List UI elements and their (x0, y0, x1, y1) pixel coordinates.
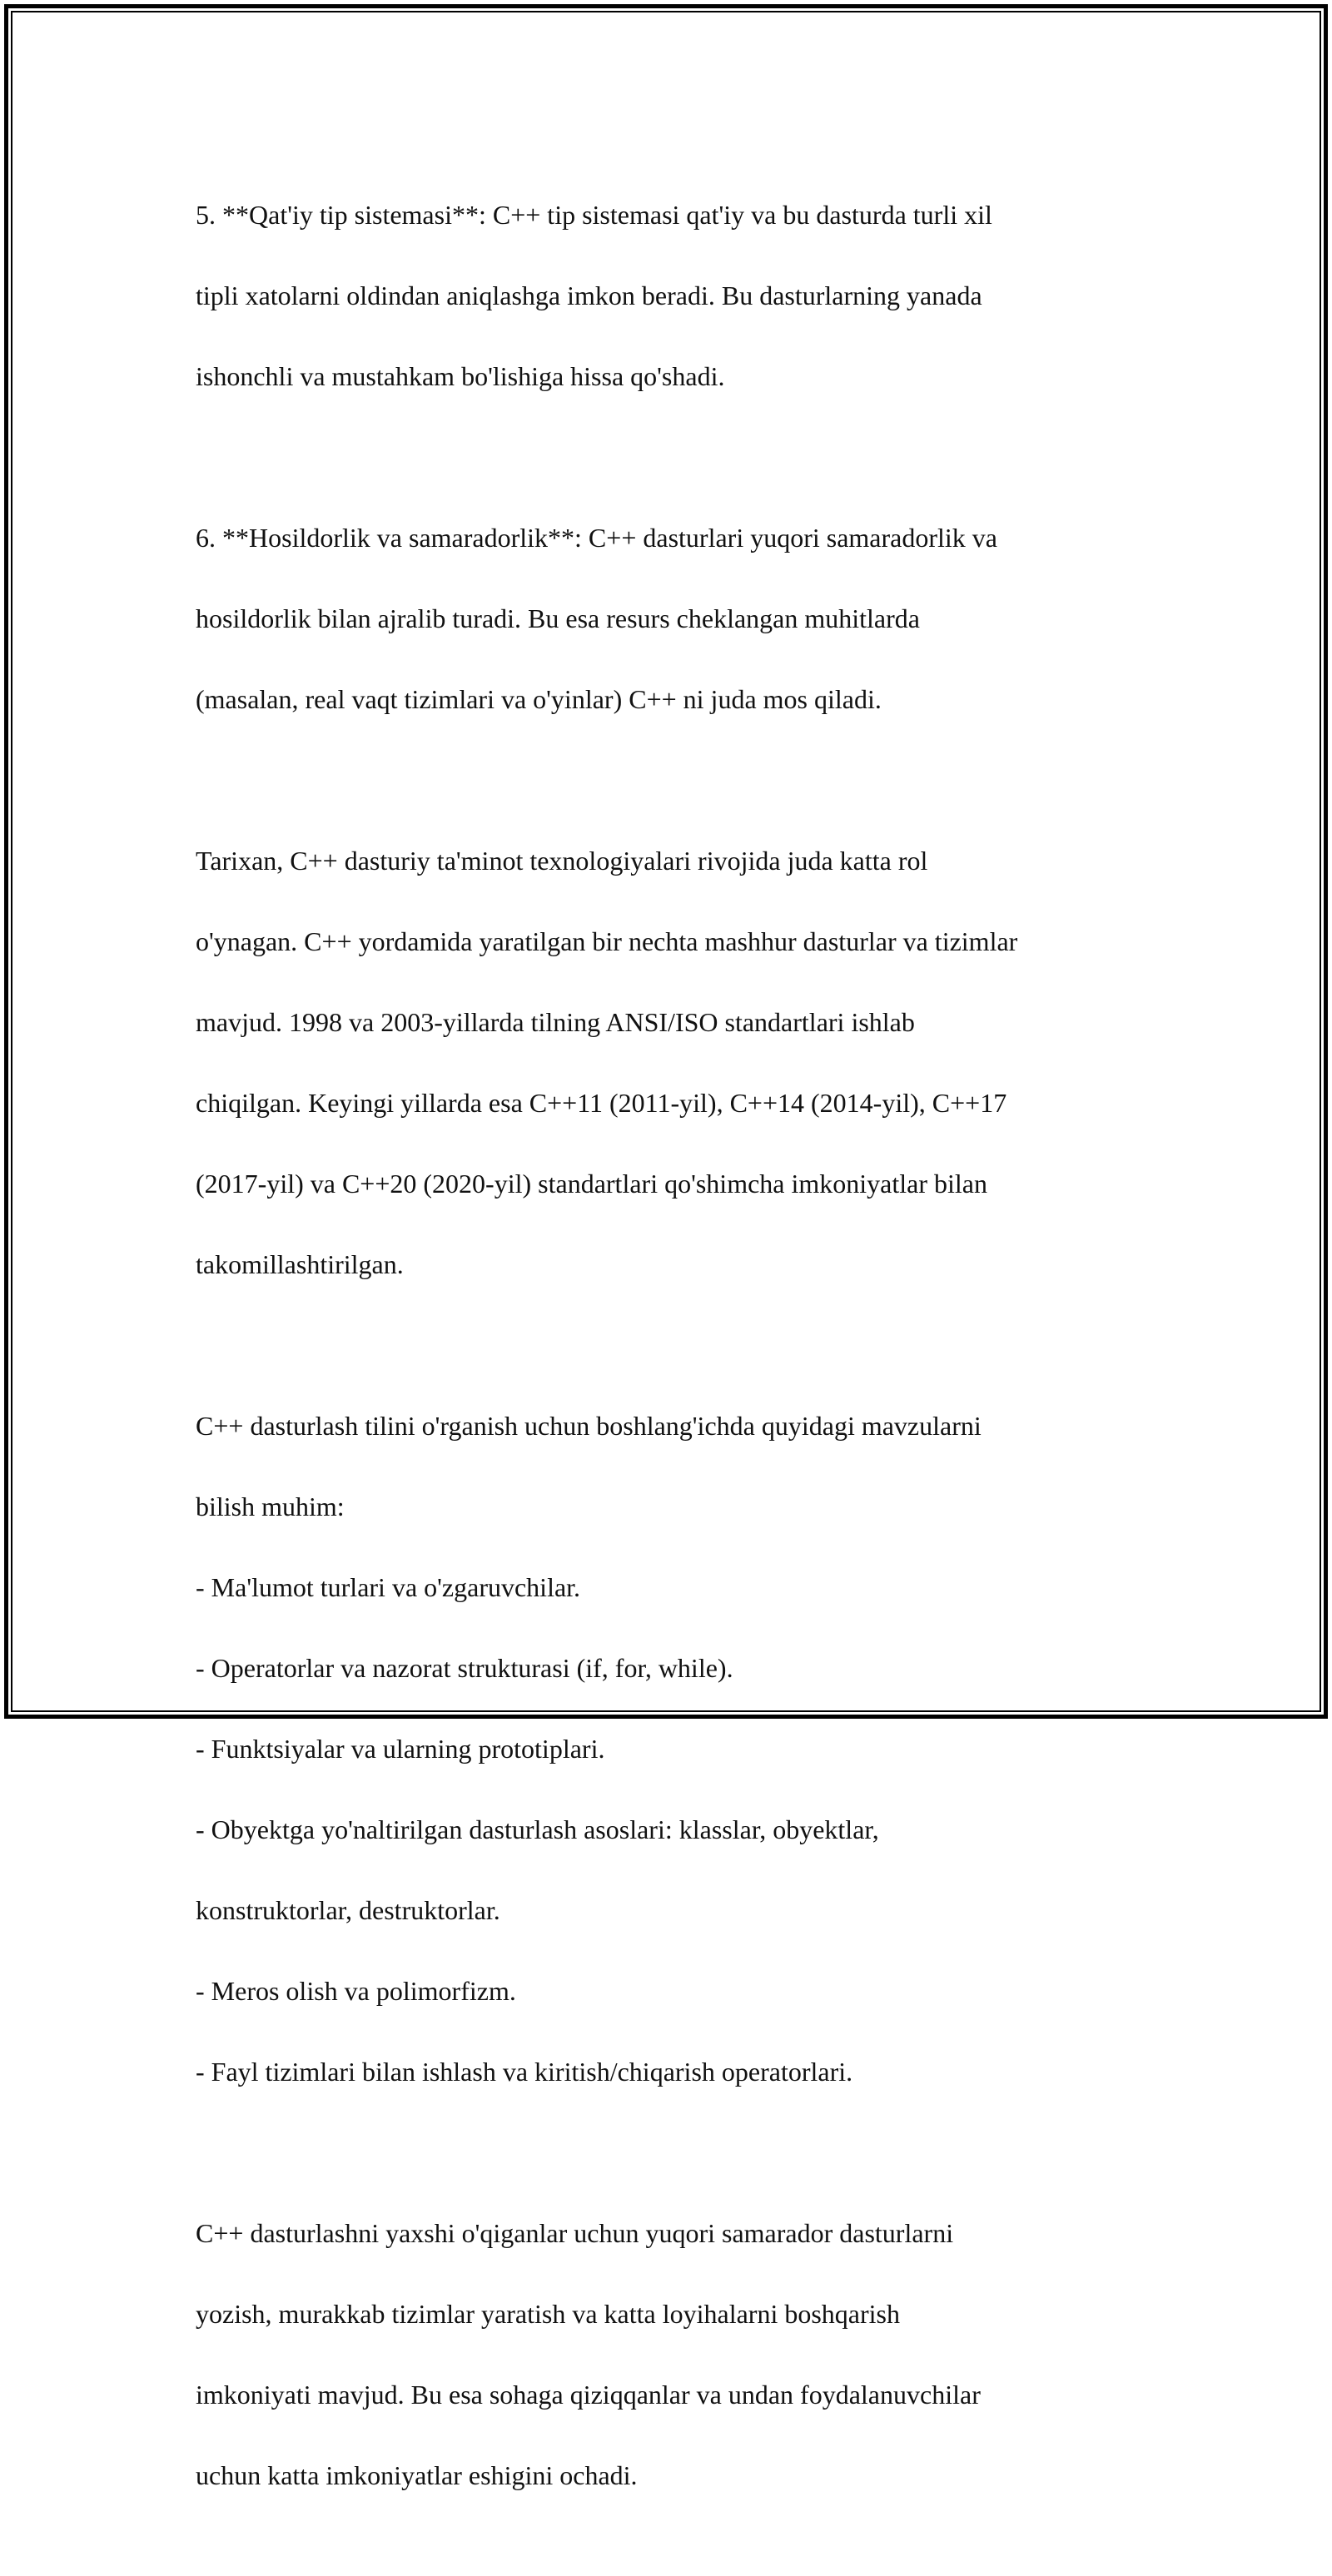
document-body (196, 154, 1145, 2576)
text-line: bilish muhim: (196, 1491, 345, 1521)
text-line: 6. **Hosildorlik va samaradorlik**: C++ dasturlari yuqori samaradorlik va (196, 522, 997, 553)
text-line: imkoniyati mavjud. Bu esa sohaga qiziqqanlar va undan foydalanuvchilar (196, 2379, 981, 2410)
text-line: (2017-yil) va C++20 (2020-yil) standartlari qo'shimcha imkoniyatlar bilan (196, 1168, 987, 1199)
list-item: - Operatorlar va nazorat strukturasi (if, for, while). (196, 1652, 733, 1683)
list-item: - Obyektga yo'naltirilgan dasturlash asoslari: klasslar, obyektlar, (196, 1814, 879, 1844)
text-line: mavjud. 1998 va 2003-yillarda tilning ANSI/ISO standartlari ishlab (196, 1006, 915, 1037)
text-line: C++ dasturlash tilini o'rganish uchun boshlang'ichda quyidagi mavzularni (196, 1410, 982, 1441)
text-line: tipli xatolarni oldindan aniqlashga imkon beradi. Bu dasturlarning yanada (196, 280, 982, 310)
text-line: Tarixan, C++ dasturiy ta'minot texnologiyalari rivojida juda katta rol (196, 845, 928, 876)
paragraph-conclusion (196, 2172, 1145, 2536)
text-line: C++ dasturlashni yaxshi o'qiganlar uchun yuqori samarador dasturlarni (196, 2217, 954, 2248)
text-line: o'ynagan. C++ yordamida yaratilgan bir nechta mashhur dasturlar va tizimlar (196, 926, 1018, 956)
paragraph-history (196, 800, 1145, 1325)
paragraph-learning-topics (196, 1365, 1145, 2132)
text-line: hosildorlik bilan ajralib turadi. Bu esa resurs cheklangan muhitlarda (196, 603, 920, 633)
paragraph-performance (196, 477, 1145, 760)
list-item: - Ma'lumot turlari va o'zgaruvchilar. (196, 1571, 581, 1602)
text-line: (masalan, real vaqt tizimlari va o'yinlar) C++ ni juda mos qiladi. (196, 683, 882, 714)
text-line: 5. **Qat'iy tip sistemasi**: C++ tip sistemasi qat'iy va bu dasturda turli xil (196, 199, 992, 230)
text-line: ishonchli va mustahkam bo'lishiga hissa qo'shadi. (196, 360, 725, 391)
list-item: - Funktsiyalar va ularning prototiplari. (196, 1733, 605, 1764)
paragraph-strict-type-system (196, 154, 1145, 437)
text-line: yozish, murakkab tizimlar yaratish va katta loyihalarni boshqarish (196, 2298, 900, 2329)
list-item: - Fayl tizimlari bilan ishlash va kiritish/chiqarish operatorlari. (196, 2056, 853, 2087)
text-line: uchun katta imkoniyatlar eshigini ochadi. (196, 2459, 638, 2490)
list-item: - Meros olish va polimorfizm. (196, 1975, 516, 2006)
text-line: takomillashtirilgan. (196, 1248, 404, 1279)
list-item-continuation: konstruktorlar, destruktorlar. (196, 1894, 500, 1925)
text-line: chiqilgan. Keyingi yillarda esa C++11 (2011-yil), C++14 (2014-yil), C++17 (196, 1087, 1007, 1118)
